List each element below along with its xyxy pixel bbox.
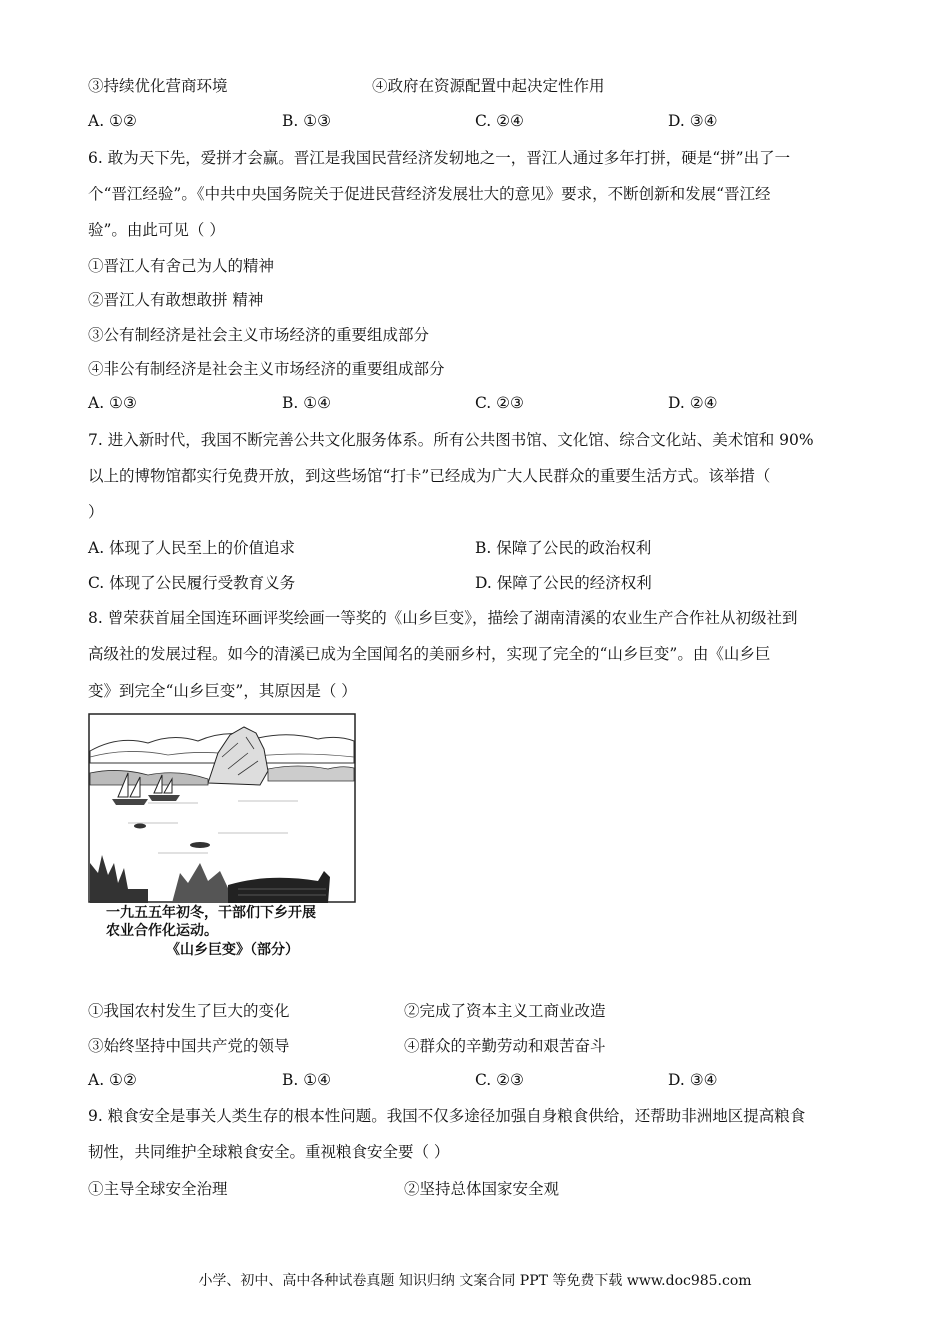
figure-caption-line-1: 一九五五年初冬，干部们下乡开展 bbox=[106, 905, 316, 921]
q9-statement-1: ①主导全球安全治理 bbox=[88, 1180, 228, 1198]
q6-statement-1: ①晋江人有舍己为人的精神 bbox=[88, 257, 275, 275]
q8-statement-4: ④群众的辛勤劳动和艰苦奋斗 bbox=[404, 1037, 606, 1055]
q6-statement-3: ③公有制经济是社会主义市场经济的重要组成部分 bbox=[88, 326, 430, 344]
q6-option-d[interactable]: D. ②④ bbox=[668, 394, 718, 412]
q7-option-a[interactable]: A. 体现了人民至上的价值追求 bbox=[88, 539, 296, 557]
q7-option-d[interactable]: D. 保障了公民的经济权利 bbox=[475, 574, 652, 592]
q6-stem-line-2: 个“晋江经验”。《中共中央国务院关于促进民营经济发展壮大的意见》要求，不断创新和发展“晋江经 bbox=[88, 185, 771, 203]
q8-option-a[interactable]: A. ①② bbox=[88, 1071, 137, 1089]
q5-option-a[interactable]: A. ①② bbox=[88, 112, 137, 130]
comic-illustration bbox=[88, 713, 356, 903]
q9-stem-line-2: 韧性，共同维护全球粮食安全。重视粮食安全要（ ） bbox=[88, 1143, 450, 1161]
q8-stem-line-2: 高级社的发展过程。如今的清溪已成为全国闻名的美丽乡村，实现了完全的“山乡巨变”。由《山乡巨 bbox=[88, 645, 771, 663]
figure-caption-line-2: 农业合作化运动。 bbox=[106, 923, 218, 939]
q7-stem-line-1: 7. 进入新时代，我国不断完善公共文化服务体系。所有公共图书馆、文化馆、综合文化站、美术馆和 90% bbox=[88, 431, 814, 449]
q8-stem-line-3: 变》到完全“山乡巨变”，其原因是（ ） bbox=[88, 682, 357, 700]
q6-statement-4: ④非公有制经济是社会主义市场经济的重要组成部分 bbox=[88, 360, 445, 378]
q6-stem-line-1: 6. 敢为天下先，爱拼才会赢。晋江是我国民营经济发轫地之一，晋江人通过多年打拼，硬是“拼”出了一 bbox=[88, 149, 791, 167]
q6-statement-2: ②晋江人有敢想敢拼 精神 bbox=[88, 291, 264, 309]
q6-stem-line-3: 验”。由此可见（ ） bbox=[88, 221, 225, 239]
q6-option-c[interactable]: C. ②③ bbox=[475, 394, 524, 412]
q7-stem-line-3: ） bbox=[88, 503, 104, 521]
q6-option-b[interactable]: B. ①④ bbox=[282, 394, 332, 412]
q8-option-c[interactable]: C. ②③ bbox=[475, 1071, 524, 1089]
q5-option-c[interactable]: C. ②④ bbox=[475, 112, 524, 130]
figure-caption-title: 《山乡巨变》（部分） bbox=[166, 942, 299, 958]
page-footer: 小学、初中、高中各种试卷真题 知识归纳 文案合同 PPT 等免费下载 www.doc985.com bbox=[198, 1273, 752, 1289]
q8-option-b[interactable]: B. ①④ bbox=[282, 1071, 332, 1089]
q8-option-d[interactable]: D. ③④ bbox=[668, 1071, 718, 1089]
q9-stem-line-1: 9. 粮食安全是事关人类生存的根本性问题。我国不仅多途径加强自身粮食供给，还帮助非洲地区提高粮食 bbox=[88, 1107, 806, 1125]
q6-option-a[interactable]: A. ①③ bbox=[88, 394, 137, 412]
q7-option-c[interactable]: C. 体现了公民履行受教育义务 bbox=[88, 574, 296, 592]
q7-stem-line-2: 以上的博物馆都实行免费开放，到这些场馆“打卡”已经成为广大人民群众的重要生活方式。该举措（ bbox=[88, 467, 771, 485]
q9-statement-2: ②坚持总体国家安全观 bbox=[404, 1180, 560, 1198]
q8-stem-line-1: 8. 曾荣获首届全国连环画评奖绘画一等奖的《山乡巨变》，描绘了湖南清溪的农业生产合作社从初级社到 bbox=[88, 609, 798, 627]
q7-option-b[interactable]: B. 保障了公民的政治权利 bbox=[475, 539, 652, 557]
q8-statement-2: ②完成了资本主义工商业改造 bbox=[404, 1002, 606, 1020]
q8-statement-3: ③始终坚持中国共产党的领导 bbox=[88, 1037, 290, 1055]
q5-statement-4: ④政府在资源配置中起决定性作用 bbox=[372, 77, 605, 95]
q5-option-b[interactable]: B. ①③ bbox=[282, 112, 332, 130]
q8-statement-1: ①我国农村发生了巨大的变化 bbox=[88, 1002, 290, 1020]
q5-statement-3: ③持续优化营商环境 bbox=[88, 77, 228, 95]
q5-option-d[interactable]: D. ③④ bbox=[668, 112, 718, 130]
